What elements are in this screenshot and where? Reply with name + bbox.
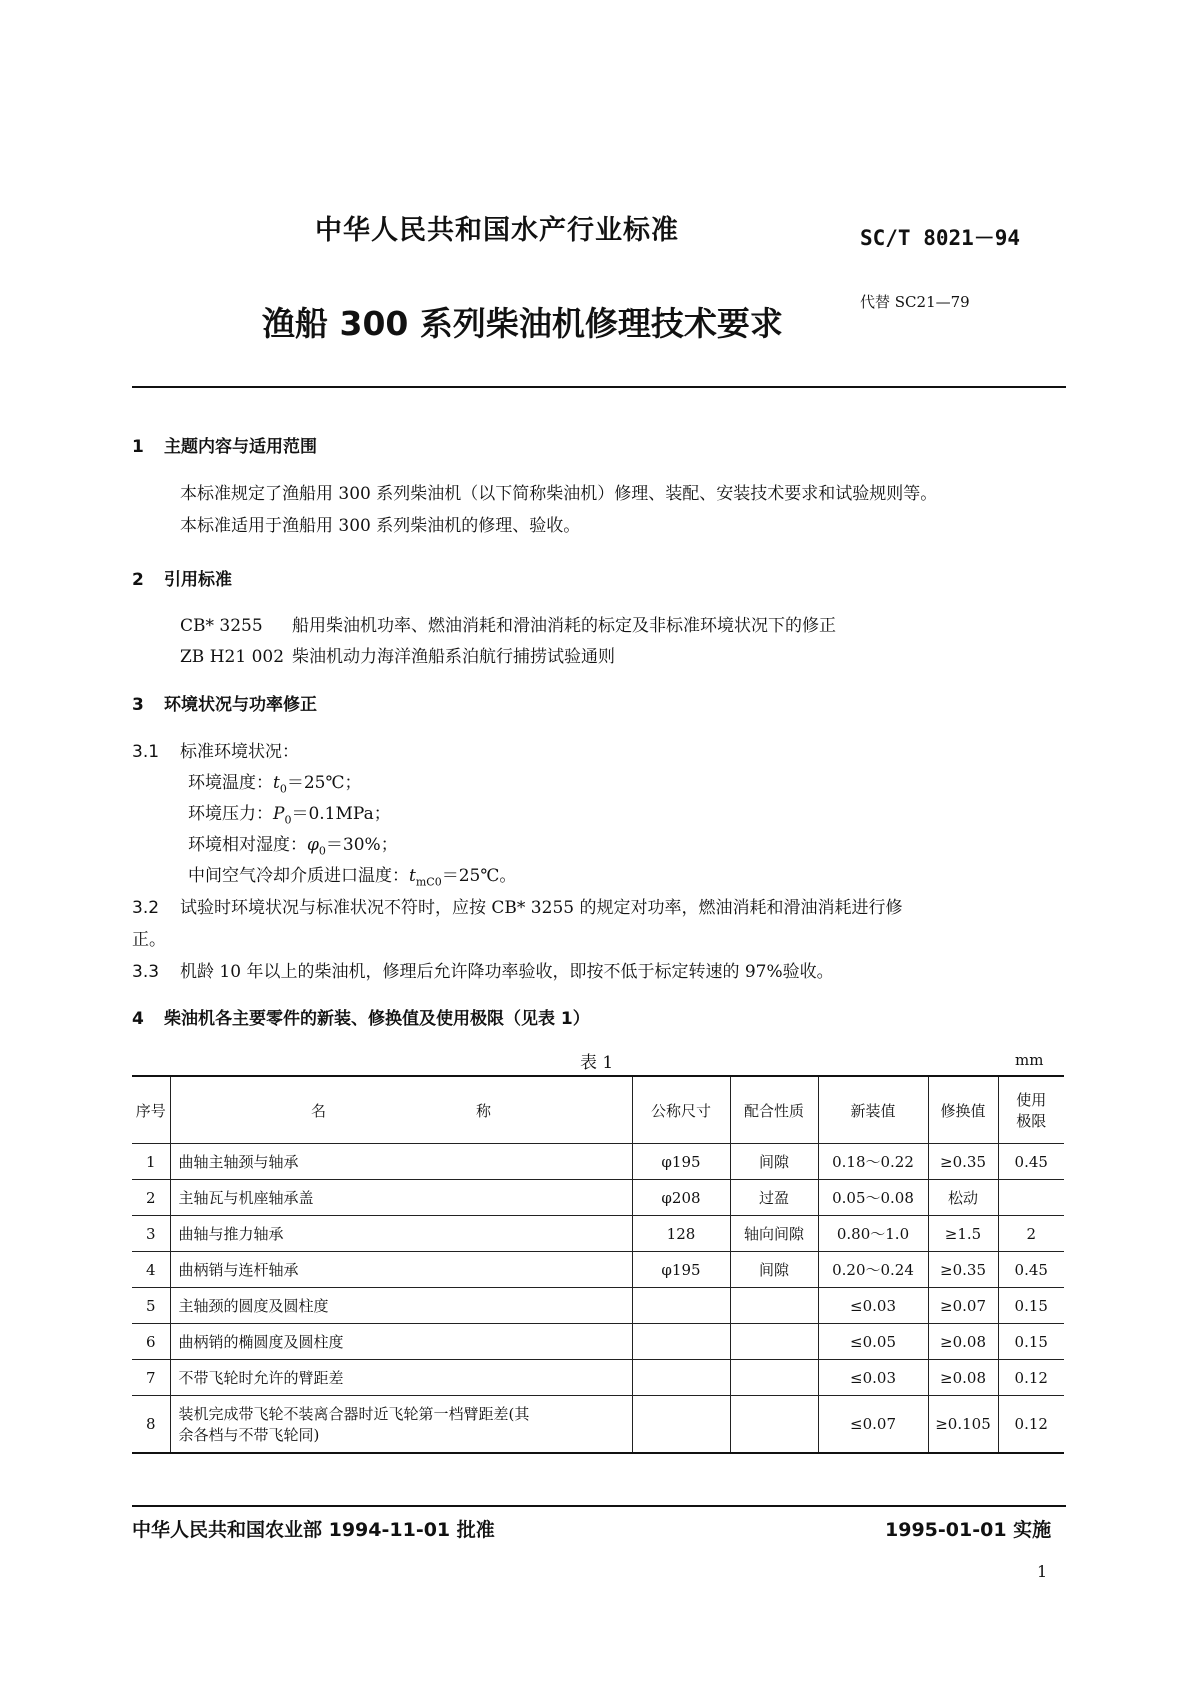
- section-number: 2: [132, 570, 144, 590]
- cell-new: 0.05～0.08: [818, 1180, 928, 1216]
- clause-intro: 标准环境状况：: [180, 742, 299, 762]
- cell-fit: [730, 1288, 818, 1324]
- cell-fit: 间隙: [730, 1252, 818, 1288]
- page-number: 1: [1037, 1562, 1048, 1581]
- reference-title: 船用柴油机功率、燃油消耗和滑油消耗的标定及非标准环境状况下的修正: [292, 616, 836, 636]
- ambient-pressure: 环境压力：$P_0=0.1MPa$；: [188, 804, 391, 827]
- reference-item: [180, 643, 615, 671]
- reference-title: 柴油机动力海洋渔船系泊航行捕捞试验通则: [292, 647, 615, 667]
- standard-category-title: 中华人民共和国水产行业标准: [315, 215, 679, 246]
- cell-replace: 松动: [928, 1180, 998, 1216]
- section-title: 环境状况与功率修正: [164, 695, 317, 715]
- cell-new: ≤0.05: [818, 1324, 928, 1360]
- header-divider: [132, 386, 1066, 388]
- clause-number: 3.1: [132, 742, 160, 762]
- cell-name: 曲柄销的椭圆度及圆柱度: [170, 1324, 632, 1360]
- cell-new: ≤0.07: [818, 1396, 928, 1454]
- ambient-temperature: 环境温度：$t_0=25℃$；: [188, 773, 362, 796]
- cell-replace: ≥0.35: [928, 1144, 998, 1180]
- header-service-limit: 使用 极限: [998, 1076, 1064, 1144]
- clause-number: 3.2: [132, 898, 160, 918]
- section-2-heading: [132, 565, 232, 590]
- cell-size: [632, 1324, 730, 1360]
- cell-limit: 0.45: [998, 1252, 1064, 1288]
- table-row: [132, 1180, 1064, 1216]
- cell-size: 128: [632, 1216, 730, 1252]
- ambient-temperature-label: 环境温度：: [188, 773, 273, 793]
- ambient-pressure-value: ＝0.1MPa；: [291, 804, 391, 824]
- table-row: [132, 1360, 1064, 1396]
- cell-limit: 2: [998, 1216, 1064, 1252]
- cell-size: φ195: [632, 1144, 730, 1180]
- table-caption: 表 1: [580, 1053, 614, 1073]
- cell-limit: [998, 1180, 1064, 1216]
- section-number: 3: [132, 695, 144, 715]
- cell-limit: 0.15: [998, 1288, 1064, 1324]
- cell-replace: ≥1.5: [928, 1216, 998, 1252]
- ambient-humidity-label: 环境相对湿度：: [188, 835, 307, 855]
- cell-no: 3: [132, 1216, 170, 1252]
- header-nominal-size: 公称尺寸: [632, 1076, 730, 1144]
- cell-name: 曲轴主轴颈与轴承: [170, 1144, 632, 1180]
- cell-no: 2: [132, 1180, 170, 1216]
- table-row: [132, 1216, 1064, 1252]
- table-unit: mm: [1015, 1051, 1044, 1069]
- coolant-inlet-temperature-value: ＝25℃。: [441, 866, 517, 886]
- cell-fit: [730, 1360, 818, 1396]
- cell-no: 5: [132, 1288, 170, 1324]
- cell-name: 曲柄销与连杆轴承: [170, 1252, 632, 1288]
- header-fit-type: 配合性质: [730, 1076, 818, 1144]
- cell-size: [632, 1288, 730, 1324]
- cell-no: 7: [132, 1360, 170, 1396]
- clause-text: 试验时环境状况与标准状况不符时，应按 CB* 3255 的规定对功率，燃油消耗和滑油消耗进行修: [180, 898, 903, 918]
- section-number: 1: [132, 437, 144, 457]
- section-1-paragraph-1: 本标准规定了渔船用 300 系列柴油机（以下简称柴油机）修理、装配、安装技术要求和试验规则等。: [180, 484, 938, 504]
- cell-limit: 0.45: [998, 1144, 1064, 1180]
- cell-name: 主轴颈的圆度及圆柱度: [170, 1288, 632, 1324]
- approval-date: 中华人民共和国农业部 1994-11-01 批准: [132, 1519, 495, 1541]
- section-3-heading: [132, 690, 317, 715]
- cell-no: 6: [132, 1324, 170, 1360]
- cell-new: 0.18～0.22: [818, 1144, 928, 1180]
- replaces-standard: 代替 SC21—79: [860, 293, 970, 311]
- cell-no: 4: [132, 1252, 170, 1288]
- cell-new: 0.80～1.0: [818, 1216, 928, 1252]
- cell-limit: 0.15: [998, 1324, 1064, 1360]
- effective-date: 1995-01-01 实施: [885, 1519, 1052, 1541]
- cell-replace: ≥0.08: [928, 1324, 998, 1360]
- header-replace-value: 修换值: [928, 1076, 998, 1144]
- cell-size: [632, 1396, 730, 1454]
- cell-limit: 0.12: [998, 1396, 1064, 1454]
- cell-no: 1: [132, 1144, 170, 1180]
- table-header-row: [132, 1076, 1064, 1144]
- clause-number: 3.3: [132, 962, 160, 982]
- coolant-inlet-temperature: 中间空气冷却介质进口温度：$t_{mC0}=25℃$。: [188, 866, 517, 889]
- cell-replace: ≥0.07: [928, 1288, 998, 1324]
- section-4-heading: [132, 1004, 590, 1029]
- table-row: [132, 1144, 1064, 1180]
- cell-no: 8: [132, 1396, 170, 1454]
- table-row: [132, 1288, 1064, 1324]
- table-row: [132, 1396, 1064, 1454]
- cell-limit: 0.12: [998, 1360, 1064, 1396]
- section-title: 柴油机各主要零件的新装、修换值及使用极限（见表 1）: [164, 1009, 590, 1029]
- clause-3-2: [132, 893, 902, 918]
- parts-limits-table: [132, 1075, 1064, 1454]
- clause-text: 机龄 10 年以上的柴油机，修理后允许降功率验收，即按不低于标定转速的 97%验收。: [180, 962, 834, 982]
- header-new-value: 新装值: [818, 1076, 928, 1144]
- clause-3-2-continued: 正。: [132, 930, 166, 950]
- ambient-humidity: 环境相对湿度：$\varphi_0=30\%$；: [188, 835, 398, 858]
- cell-name: 主轴瓦与机座轴承盖: [170, 1180, 632, 1216]
- section-title: 引用标准: [164, 570, 232, 590]
- cell-new: ≤0.03: [818, 1288, 928, 1324]
- clause-3-1: [132, 737, 299, 762]
- clause-3-3: [132, 957, 834, 982]
- reference-code: CB* 3255: [180, 616, 263, 636]
- ambient-humidity-value: ＝30%；: [325, 835, 398, 855]
- table-row: [132, 1324, 1064, 1360]
- cell-name: 不带飞轮时允许的臂距差: [170, 1360, 632, 1396]
- cell-size: φ195: [632, 1252, 730, 1288]
- section-title: 主题内容与适用范围: [164, 437, 317, 457]
- header-no: 序号: [132, 1076, 170, 1144]
- cell-size: [632, 1360, 730, 1396]
- cell-fit: 过盈: [730, 1180, 818, 1216]
- header-name: 名 称: [170, 1076, 632, 1144]
- reference-code: ZB H21 002: [180, 647, 285, 667]
- ambient-temperature-value: ＝25℃；: [286, 773, 362, 793]
- cell-fit: 轴向间隙: [730, 1216, 818, 1252]
- footer-divider: [132, 1505, 1066, 1507]
- coolant-inlet-temperature-label: 中间空气冷却介质进口温度：: [188, 866, 409, 886]
- table-row: [132, 1252, 1064, 1288]
- cell-name: 曲轴与推力轴承: [170, 1216, 632, 1252]
- cell-new: 0.20～0.24: [818, 1252, 928, 1288]
- cell-fit: [730, 1396, 818, 1454]
- cell-replace: ≥0.08: [928, 1360, 998, 1396]
- section-1-paragraph-2: 本标准适用于渔船用 300 系列柴油机的修理、验收。: [180, 516, 581, 536]
- standard-code: SC/T 8021－94: [860, 226, 1021, 250]
- cell-size: φ208: [632, 1180, 730, 1216]
- ambient-pressure-label: 环境压力：: [188, 804, 273, 824]
- cell-replace: ≥0.105: [928, 1396, 998, 1454]
- cell-replace: ≥0.35: [928, 1252, 998, 1288]
- document-title: 渔船 300 系列柴油机修理技术要求: [262, 304, 783, 343]
- section-number: 4: [132, 1009, 144, 1029]
- cell-fit: [730, 1324, 818, 1360]
- cell-new: ≤0.03: [818, 1360, 928, 1396]
- section-1-heading: [132, 432, 317, 457]
- cell-name: 装机完成带飞轮不装离合器时近飞轮第一档臂距差(其 余各档与不带飞轮同): [170, 1396, 632, 1454]
- cell-fit: 间隙: [730, 1144, 818, 1180]
- reference-item: [180, 612, 836, 640]
